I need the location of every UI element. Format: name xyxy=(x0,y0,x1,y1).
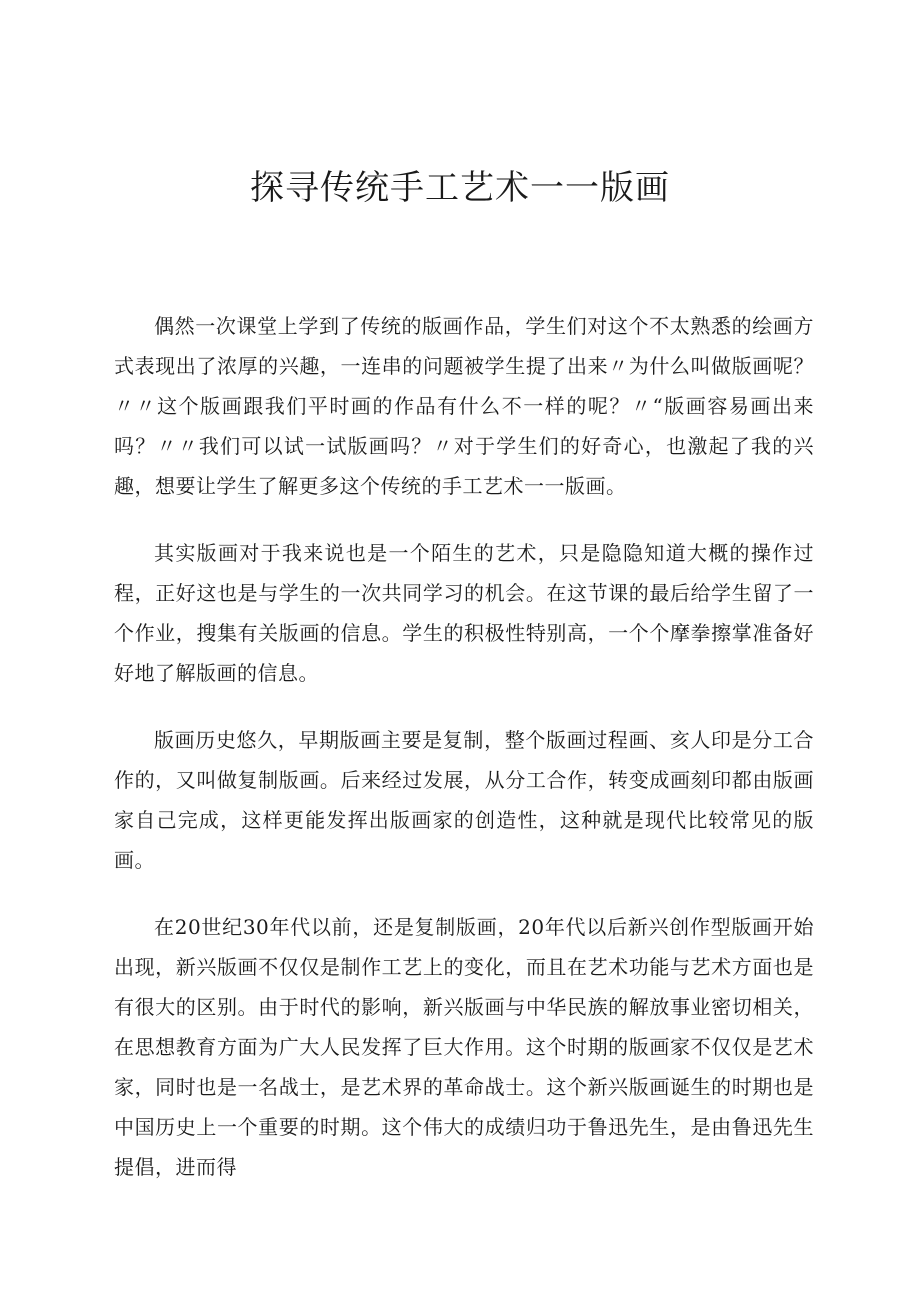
paragraph-3: 版画历史悠久，早期版画主要是复制，整个版画过程画、亥人印是分工合作的，又叫做复制版画。后来经过发展，从分工合作，转变成画刻印都由版画家自己完成，这样更能发挥出版画家的创造性，这种就是现代比较常见的版画。 xyxy=(114,728,814,872)
paragraph-4: 在20世纪30年代以前，还是复制版画，20年代以后新兴创作型版画开始出现，新兴版画不仅仅是制作工艺上的变化，而且在艺术功能与艺术方面也是有很大的区别。由于时代的影响，新兴版画与中华民族的解放事业密切相关，在思想教育方面为广大人民发挥了巨大作用。这个时期的版画家不仅仅是艺术家，同时也是一名战士，是艺术界的革命战士。这个新兴版画诞生的时期也是中国历史上一个重要的时期。这个伟大的成绩归功于鲁迅先生，是由鲁迅先生提倡，进而得 xyxy=(114,915,814,1179)
document-title: 探寻传统手工艺术一一版画 xyxy=(250,168,670,208)
document-body xyxy=(114,306,814,1214)
paragraph-2: 其实版画对于我来说也是一个陌生的艺术，只是隐隐知道大概的操作过程，正好这也是与学生的一次共同学习的机会。在这节课的最后给学生留了一个作业，搜集有关版画的信息。学生的积极性特别高，一个个摩拳擦掌准备好好地了解版画的信息。 xyxy=(114,541,814,685)
paragraph-1: 偶然一次课堂上学到了传统的版画作品，学生们对这个不太熟悉的绘画方式表现出了浓厚的兴趣，一连串的问题被学生提了出来〃为什么叫做版画呢？〃〃这个版画跟我们平时画的作品有什么不一样的呢？〃“版画容易画出来吗？〃〃我们可以试一试版画吗？〃对于学生们的好奇心，也激起了我的兴趣，想要让学生了解更多这个传统的手工艺术一一版画。 xyxy=(114,314,814,498)
